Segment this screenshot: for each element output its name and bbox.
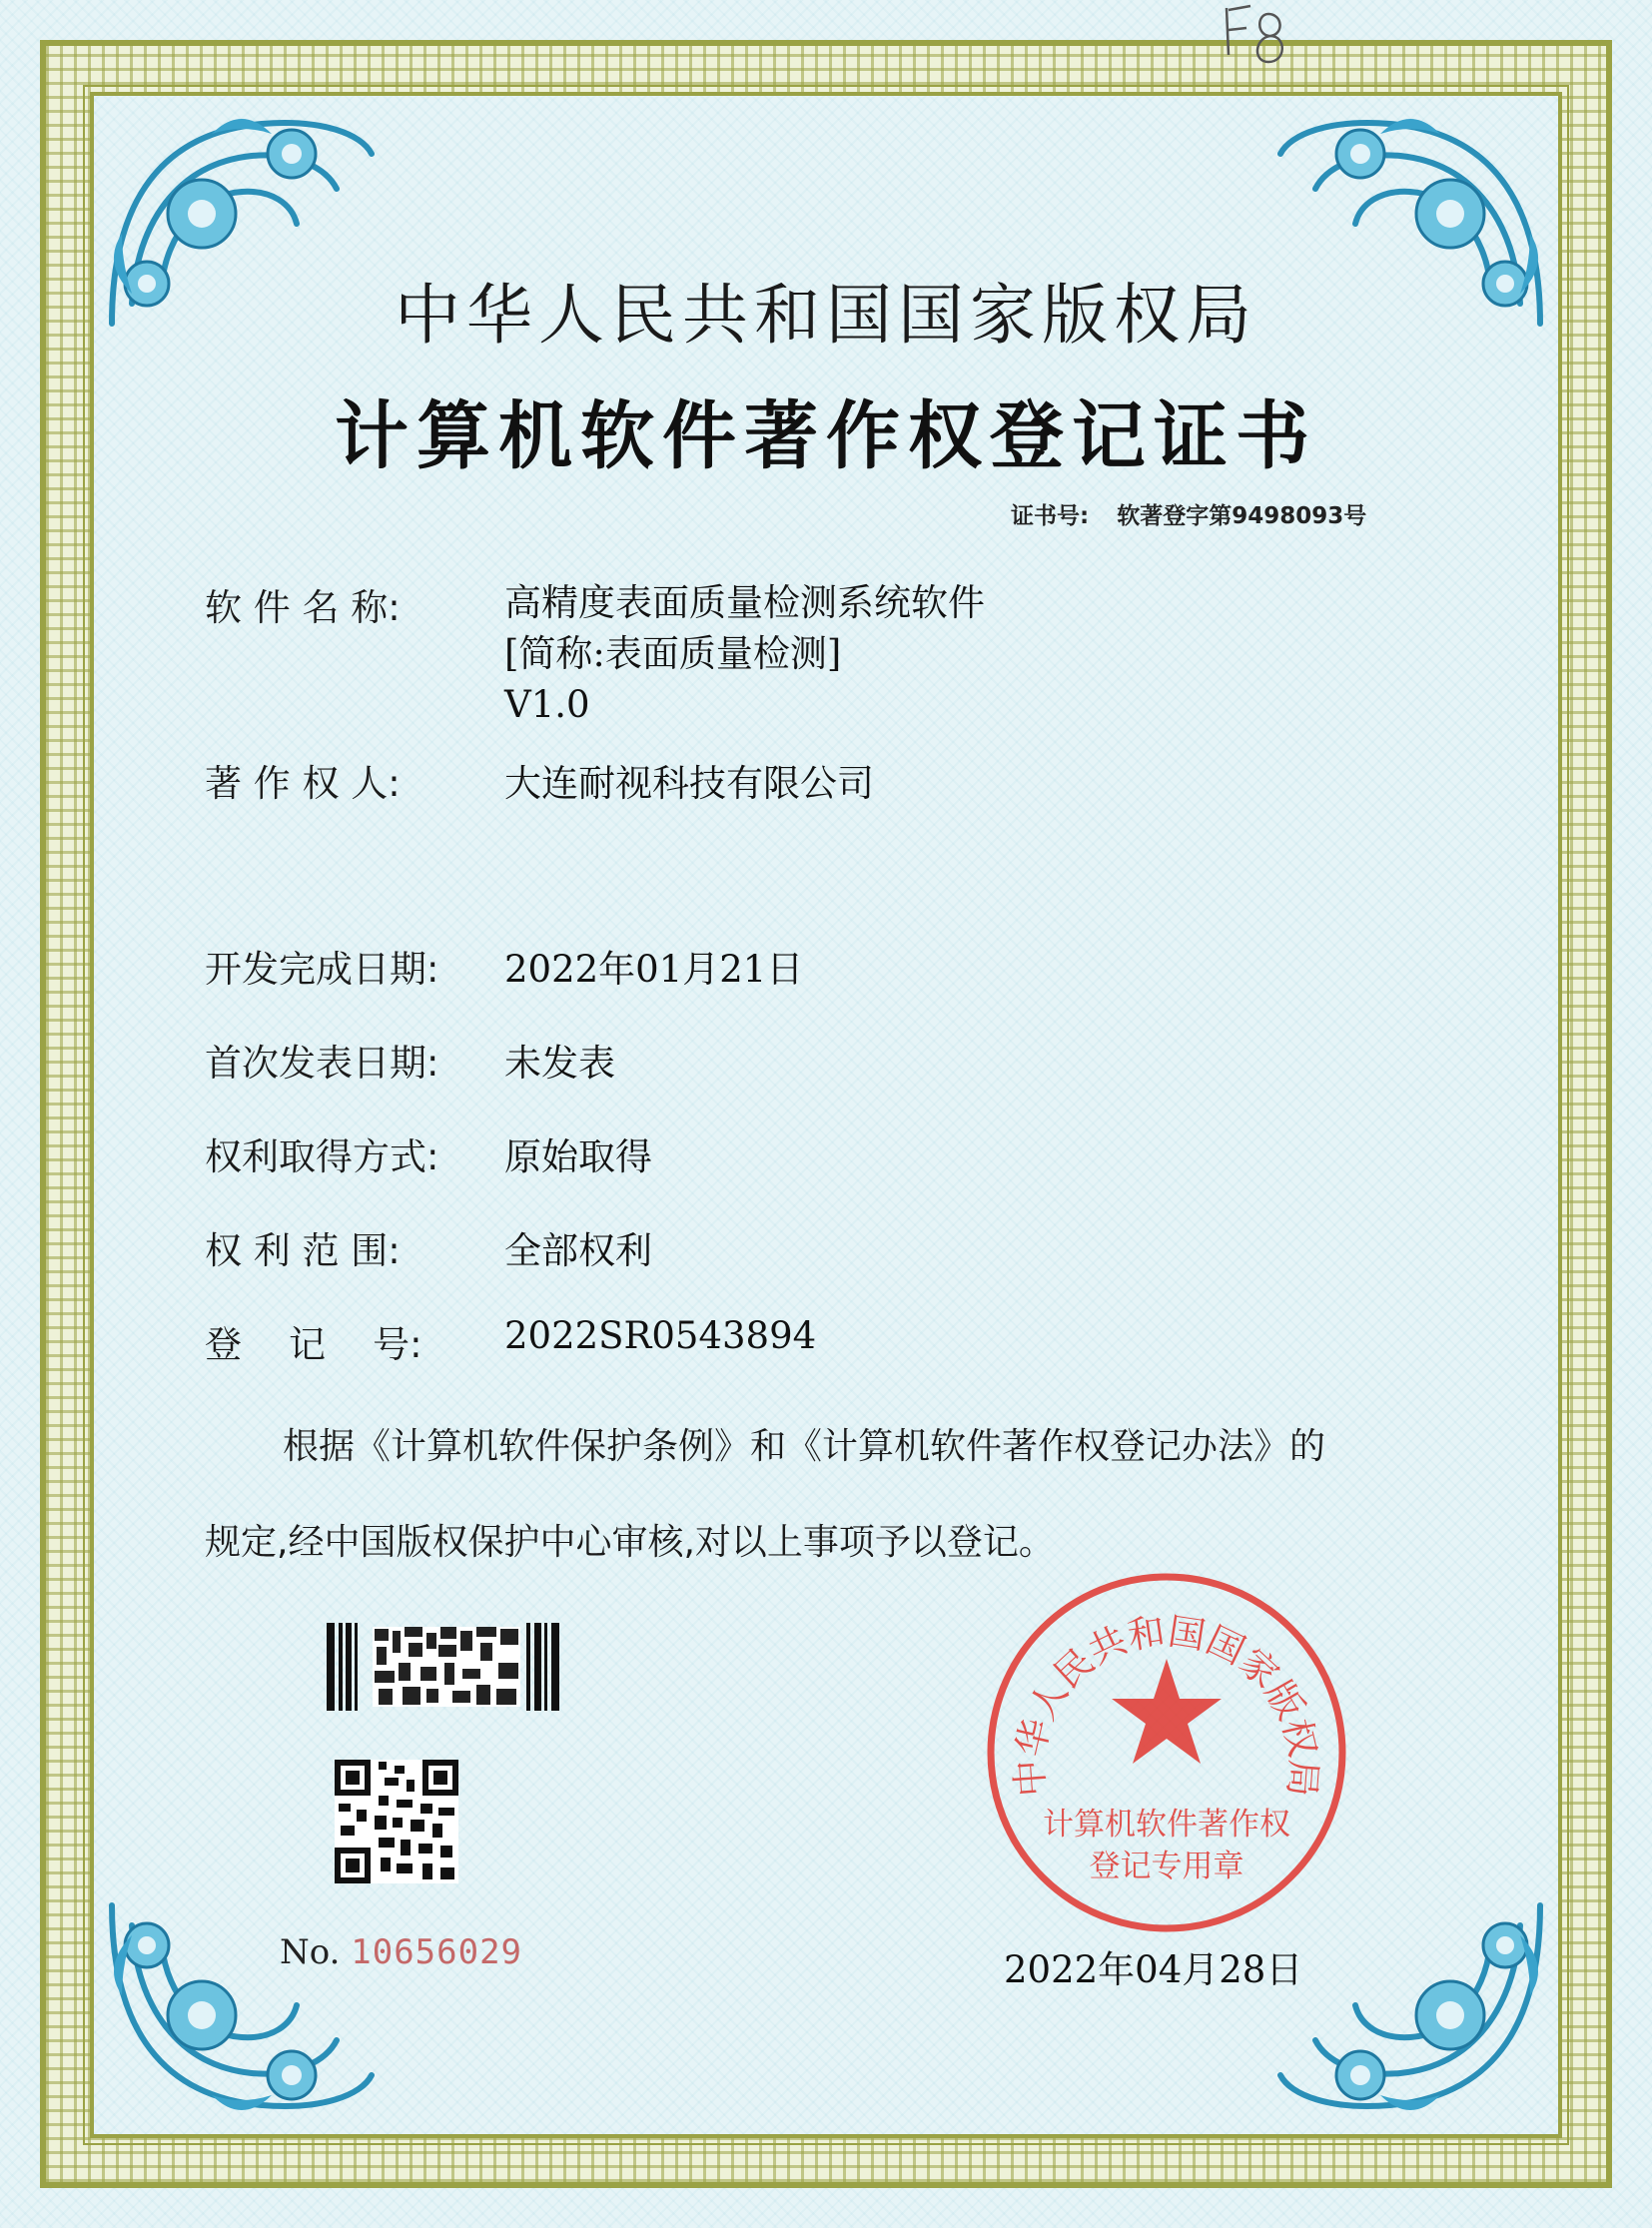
field-rights-scope	[205, 1220, 652, 1274]
field-acquisition-method	[205, 1126, 652, 1180]
seal-star-icon	[1112, 1659, 1222, 1764]
field-software-name	[205, 577, 985, 730]
statement-line-2: 规定,经中国版权保护中心审核,对以上事项予以登记。	[205, 1522, 1055, 1563]
field-label: 软 件 名 称:	[205, 586, 401, 629]
field-value: 原始取得	[504, 1135, 652, 1178]
field-completion-date	[205, 939, 803, 993]
field-label: 首次发表日期:	[205, 1042, 439, 1085]
field-label: 权 利 范 围:	[205, 1229, 401, 1272]
certificate-number	[1011, 497, 1366, 530]
software-short-name-line: [简称:表面质量检测]	[504, 632, 842, 675]
field-first-publish-date	[205, 1033, 615, 1087]
handwritten-mark	[1207, 0, 1316, 80]
serial-number-prefix: No.	[280, 1932, 341, 1972]
certificate-number-value: 软著登字第9498093号	[1117, 503, 1367, 529]
field-value: 2022年01月21日	[504, 948, 804, 991]
field-value: 未发表	[504, 1042, 615, 1085]
software-name-line: 高精度表面质量检测系统软件	[504, 581, 985, 624]
software-version-line: V1.0	[504, 683, 590, 726]
issue-date: 2022年04月28日	[1004, 1948, 1303, 1991]
field-value	[504, 577, 985, 730]
field-value: 全部权利	[504, 1229, 652, 1272]
certificate-title: 计算机软件著作权登记证书	[335, 393, 1317, 479]
field-registration-no	[205, 1314, 816, 1368]
field-label: 开发完成日期:	[205, 948, 439, 991]
serial-number	[280, 1932, 522, 1972]
barcode	[327, 1623, 562, 1711]
serial-number-value: 10656029	[351, 1932, 523, 1972]
certificate-number-label: 证书号:	[1011, 503, 1090, 529]
seal-ring-text: 中华人民共和国国家版权局	[1008, 1609, 1325, 1799]
field-label: 登 记 号:	[205, 1323, 422, 1366]
field-value: 2022SR0543894	[504, 1314, 817, 1357]
seal-line-1: 计算机软件著作权	[1043, 1807, 1290, 1843]
field-copyright-owner	[205, 753, 874, 807]
official-seal	[977, 1563, 1356, 1942]
issuing-authority: 中华人民共和国国家版权局	[395, 277, 1257, 354]
field-label: 著 作 权 人:	[205, 762, 401, 805]
field-value: 大连耐视科技有限公司	[504, 762, 874, 805]
field-label: 权利取得方式:	[205, 1135, 439, 1178]
seal-line-2: 登记专用章	[1089, 1849, 1244, 1884]
qr-code	[335, 1760, 458, 1883]
statement-line-1: 根据《计算机软件保护条例》和《计算机软件著作权登记办法》的	[283, 1426, 1326, 1467]
corner-ornament-bottom-left	[92, 1885, 382, 2135]
